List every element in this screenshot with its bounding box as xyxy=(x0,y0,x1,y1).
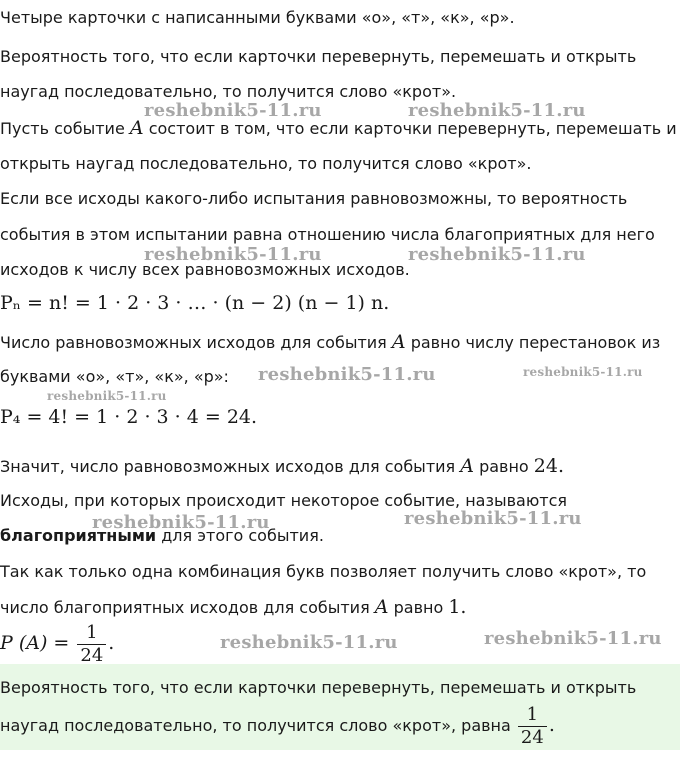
text-line: число благоприятных исходов для события A равно 1. xyxy=(0,596,467,618)
text-line: события в этом испытании равна отношению числа благоприятных для него xyxy=(0,225,655,244)
term-favorable: благоприятными xyxy=(0,526,157,545)
watermark: reshebnik5-11.ru xyxy=(220,632,398,653)
watermark: reshebnik5-11.ru xyxy=(144,244,322,265)
math-var: A xyxy=(129,117,144,139)
text-line: Если все исходы какого-либо испытания равновозможны, то вероятность xyxy=(0,189,628,208)
formula-probability: P (A) = $\frac{1}{24}$ . xyxy=(0,622,115,666)
text-line: открыть наугад последовательно, то получится слово «крот». xyxy=(0,154,532,173)
text-line: благоприятными для этого события. xyxy=(0,526,324,545)
answer-line: наугад последовательно, то получится слово «крот», равна $\frac{1}{24}$ . xyxy=(0,704,555,748)
watermark: reshebnik5-11.ru xyxy=(523,365,643,379)
watermark: reshebnik5-11.ru xyxy=(47,389,167,403)
math-number: 24. xyxy=(533,455,565,477)
problem-statement: Четыре карточки с написанными буквами «о», «т», «к», «р». xyxy=(0,8,515,27)
answer-fraction: $\frac{1}{24}$ xyxy=(518,704,547,749)
watermark: reshebnik5-11.ru xyxy=(484,628,662,649)
formula-p4: P₄ = 4! = 1 · 2 · 3 · 4 = 24. xyxy=(0,406,258,428)
watermark: reshebnik5-11.ru xyxy=(408,100,586,121)
watermark: reshebnik5-11.ru xyxy=(258,364,436,385)
math-var: A xyxy=(460,455,474,477)
watermark: reshebnik5-11.ru xyxy=(144,100,322,121)
text-line: Число равновозможных исходов для события A равно числу перестановок из xyxy=(0,331,661,353)
watermark: reshebnik5-11.ru xyxy=(92,512,270,533)
text-line: исходов к числу всех равновозможных исходов. xyxy=(0,260,410,279)
answer-line: Вероятность того, что если карточки перевернуть, перемешать и открыть xyxy=(0,678,637,697)
math-var: A xyxy=(374,596,389,618)
formula-permutations: Pₙ = n! = 1 · 2 · 3 · … · (n − 2) (n − 1) n. xyxy=(0,292,390,314)
math-number: 1. xyxy=(448,596,467,618)
watermark: reshebnik5-11.ru xyxy=(408,244,586,265)
text-line: Значит, число равновозможных исходов для события A равно 24. xyxy=(0,455,565,477)
text-line: Вероятность того, что если карточки перевернуть, перемешать и открыть xyxy=(0,47,637,66)
text-line: Пусть событие A состоит в том, что если карточки перевернуть, перемешать и xyxy=(0,117,677,139)
watermark: reshebnik5-11.ru xyxy=(404,508,582,529)
math-var: A xyxy=(391,331,406,353)
fraction: $\frac{1}{24}$ xyxy=(77,622,106,667)
text-line: буквами «о», «т», «к», «р»: xyxy=(0,367,229,386)
text-line: Так как только одна комбинация букв позволяет получить слово «крот», то xyxy=(0,562,647,581)
text-line: Исходы, при которых происходит некоторое событие, называются xyxy=(0,491,568,510)
text-line: наугад последовательно, то получится слово «крот». xyxy=(0,82,457,101)
